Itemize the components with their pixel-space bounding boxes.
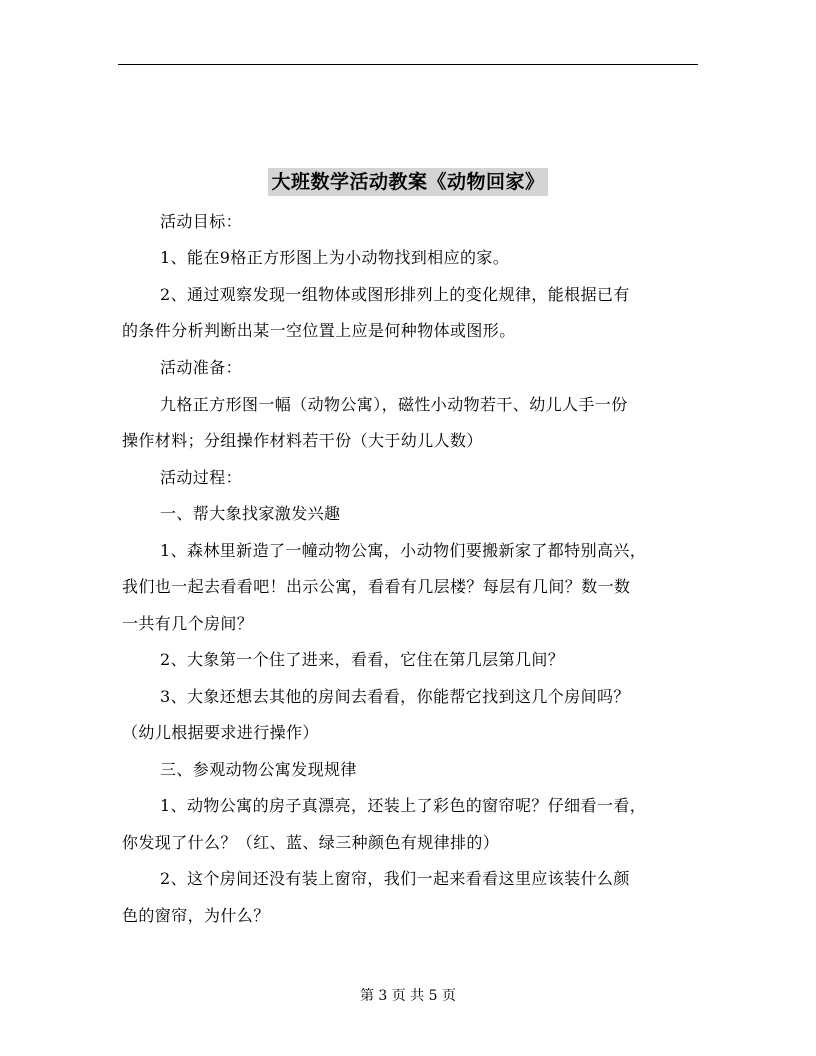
paragraph-line: 你发现了什么？（红、蓝、绿三种颜色有规律排的） <box>122 833 500 852</box>
paragraph-line: 2、通过观察发现一组物体或图形排列上的变化规律，能根据已有 <box>160 285 630 304</box>
subsection-heading: 一、帮大象找家激发兴趣 <box>160 504 341 523</box>
title-container <box>0 168 816 196</box>
paragraph-line: 3、大象还想去其他的房间去看看，你能帮它找到这几个房间吗？ <box>160 687 630 706</box>
paragraph-line: 1、动物公寓的房子真漂亮，还装上了彩色的窗帘呢？仔细看一看， <box>160 796 647 815</box>
paragraph-line: 2、这个房间还没有装上窗帘，我们一起来看看这里应该装什么颜 <box>160 869 630 888</box>
paragraph-line: 2、大象第一个住了进来，看看，它住在第几层第几间？ <box>160 650 565 669</box>
header-rule <box>118 64 698 65</box>
subsection-heading: 三、参观动物公寓发现规律 <box>160 760 357 779</box>
paragraph-line: 一共有几个房间？ <box>122 614 254 633</box>
section-heading-objectives: 活动目标： <box>160 212 243 231</box>
paragraph-line: （幼儿根据要求进行操作） <box>122 723 319 742</box>
section-heading-process: 活动过程： <box>160 468 243 487</box>
page-number: 第 3 页 共 5 页 <box>359 988 457 1004</box>
paragraph-line: 我们也一起去看看吧！出示公寓，看看有几层楼？每层有几间？数一数 <box>122 577 631 596</box>
page-footer <box>0 986 816 1006</box>
paragraph-line: 的条件分析判断出某一空位置上应是何种物体或图形。 <box>122 321 516 340</box>
paragraph-line: 1、能在9格正方形图上为小动物找到相应的家。 <box>160 248 510 267</box>
document-title: 大班数学活动教案《动物回家》 <box>268 168 547 196</box>
paragraph-line: 九格正方形图一幅（动物公寓），磁性小动物若干、幼儿人手一份 <box>160 395 628 414</box>
paragraph-line: 1、森林里新造了一幢动物公寓，小动物们要搬新家了都特别高兴， <box>160 541 647 560</box>
section-heading-preparation: 活动准备： <box>160 358 243 377</box>
paragraph-line: 操作材料；分组操作材料若干份（大于幼儿人数） <box>122 431 483 450</box>
paragraph-line: 色的窗帘，为什么？ <box>122 906 270 925</box>
